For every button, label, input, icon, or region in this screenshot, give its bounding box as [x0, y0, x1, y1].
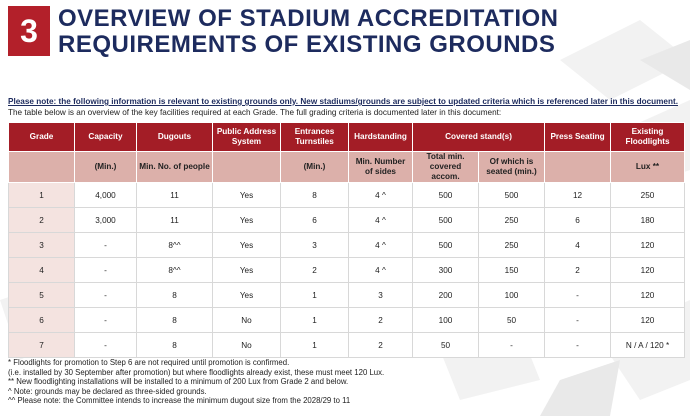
- header-capacity: Capacity: [75, 123, 137, 152]
- table-cell: 11: [137, 208, 213, 233]
- table-cell: Yes: [213, 283, 281, 308]
- table-cell: 8: [137, 308, 213, 333]
- table-row: [9, 183, 685, 208]
- table-intro-note: The table below is an overview of the key facilities required at each Grade. The full grading criteria is documented later in this document:: [8, 108, 502, 117]
- table-cell: 2: [349, 333, 413, 358]
- table-cell: 8^^: [137, 258, 213, 283]
- subheader-cell: (Min.): [75, 152, 137, 183]
- table-cell: 12: [545, 183, 611, 208]
- table-cell: -: [545, 308, 611, 333]
- table-header-row: [9, 123, 685, 152]
- grade-cell: 6: [9, 308, 75, 333]
- table-cell: 4 ^: [349, 233, 413, 258]
- footnote-floodlights: * Floodlights for promotion to Step 6 are not required until promotion is confirmed.: [8, 358, 290, 367]
- table-cell: Yes: [213, 258, 281, 283]
- table-cell: 1: [281, 283, 349, 308]
- table-cell: N / A / 120 *: [611, 333, 685, 358]
- subheader-cell: [213, 152, 281, 183]
- subheader-cell: (Min.): [281, 152, 349, 183]
- page-title-line-2: REQUIREMENTS OF EXISTING GROUNDS: [58, 31, 556, 58]
- table-cell: 180: [611, 208, 685, 233]
- page-title: [58, 6, 678, 58]
- table-cell: Yes: [213, 183, 281, 208]
- grade-cell: 4: [9, 258, 75, 283]
- subheader-cell: Min. Number of sides: [349, 152, 413, 183]
- header-press-seating: Press Seating: [545, 123, 611, 152]
- footnote-new-floodlighting: ** New floodlighting installations will be installed to a minimum of 200 Lux from Grade 2 and below.: [8, 377, 349, 387]
- page-title-line-1: OVERVIEW OF STADIUM ACCREDITATION: [58, 5, 559, 32]
- subheader-cell: [9, 152, 75, 183]
- table-cell: -: [479, 333, 545, 358]
- table-cell: Yes: [213, 233, 281, 258]
- table-cell: -: [75, 333, 137, 358]
- table-row: [9, 283, 685, 308]
- subheader-cell: Of which is seated (min.): [479, 152, 545, 183]
- footnote-three-sided: ^ Note: grounds may be declared as three-sided grounds.: [8, 386, 207, 396]
- table-cell: 500: [413, 208, 479, 233]
- table-row: [9, 258, 685, 283]
- table-cell: 8^^: [137, 233, 213, 258]
- table-cell: 8: [137, 283, 213, 308]
- header-grade: Grade: [9, 123, 75, 152]
- table-cell: 300: [413, 258, 479, 283]
- table-cell: 100: [479, 283, 545, 308]
- grade-cell: 5: [9, 283, 75, 308]
- header-floodlights: Existing Floodlights: [611, 123, 685, 152]
- table-row: [9, 333, 685, 358]
- subheader-cell: Min. No. of people: [137, 152, 213, 183]
- table-cell: 100: [413, 308, 479, 333]
- table-cell: 150: [479, 258, 545, 283]
- section-number-badge: [8, 6, 50, 56]
- table-cell: 2: [545, 258, 611, 283]
- table-cell: 120: [611, 308, 685, 333]
- subheader-cell: Total min. covered accom.: [413, 152, 479, 183]
- subheader-cell: Lux **: [611, 152, 685, 183]
- table-body: [9, 183, 685, 358]
- table-cell: -: [545, 333, 611, 358]
- header-public-address: Public Address System: [213, 123, 281, 152]
- table-cell: 4: [545, 233, 611, 258]
- table-cell: 500: [413, 233, 479, 258]
- subheader-cell: [545, 152, 611, 183]
- table-cell: 4,000: [75, 183, 137, 208]
- table-cell: 120: [611, 258, 685, 283]
- table-cell: -: [545, 283, 611, 308]
- table-cell: -: [75, 258, 137, 283]
- table-cell: 4 ^: [349, 208, 413, 233]
- table-row: [9, 308, 685, 333]
- table-cell: 2: [349, 308, 413, 333]
- table-cell: 1: [281, 333, 349, 358]
- header-dugouts: Dugouts: [137, 123, 213, 152]
- existing-grounds-note: Please note: the following information is relevant to existing grounds only. New stadiums/grounds are subject to updated criteria which is referenced later in this document.: [8, 97, 678, 106]
- table-cell: 6: [545, 208, 611, 233]
- table-cell: 2: [281, 258, 349, 283]
- table-cell: 1: [281, 308, 349, 333]
- table-cell: 3: [349, 283, 413, 308]
- table-cell: 50: [413, 333, 479, 358]
- footnotes: [8, 358, 568, 406]
- table-cell: 120: [611, 283, 685, 308]
- header-turnstiles: Entrances Turnstiles: [281, 123, 349, 152]
- grade-cell: 2: [9, 208, 75, 233]
- table-cell: 11: [137, 183, 213, 208]
- table-cell: 250: [479, 233, 545, 258]
- table-cell: 200: [413, 283, 479, 308]
- table-cell: 3,000: [75, 208, 137, 233]
- table-cell: 3: [281, 233, 349, 258]
- grade-cell: 7: [9, 333, 75, 358]
- table-cell: -: [75, 233, 137, 258]
- table-row: [9, 233, 685, 258]
- table-cell: 250: [611, 183, 685, 208]
- table-cell: 50: [479, 308, 545, 333]
- table-cell: 6: [281, 208, 349, 233]
- table-cell: 4 ^: [349, 183, 413, 208]
- table-cell: No: [213, 333, 281, 358]
- table-cell: No: [213, 308, 281, 333]
- footnote-floodlights-continued: (i.e. installed by 30 September after promotion) but where floodlights already exist, these must meet 120 Lux.: [8, 367, 385, 377]
- intro-notes: [8, 96, 684, 118]
- table-row: [9, 208, 685, 233]
- requirements-table: [8, 122, 685, 358]
- table-cell: 8: [137, 333, 213, 358]
- section-number: 3: [20, 12, 38, 49]
- table-cell: Yes: [213, 208, 281, 233]
- header-hardstanding: Hardstanding: [349, 123, 413, 152]
- table-cell: 4 ^: [349, 258, 413, 283]
- table-cell: 8: [281, 183, 349, 208]
- table-cell: 500: [413, 183, 479, 208]
- grade-cell: 3: [9, 233, 75, 258]
- table-cell: 500: [479, 183, 545, 208]
- header-covered-stands: Covered stand(s): [413, 123, 545, 152]
- table-cell: 250: [479, 208, 545, 233]
- grade-cell: 1: [9, 183, 75, 208]
- table-cell: 120: [611, 233, 685, 258]
- table-cell: -: [75, 308, 137, 333]
- page-header: [0, 0, 690, 64]
- table-cell: -: [75, 283, 137, 308]
- table-subheader-row: [9, 152, 685, 183]
- footnote-dugout-size: ^^ Please note: the Committee intends to increase the minimum dugout size from the 2028/29 to 11: [8, 396, 351, 406]
